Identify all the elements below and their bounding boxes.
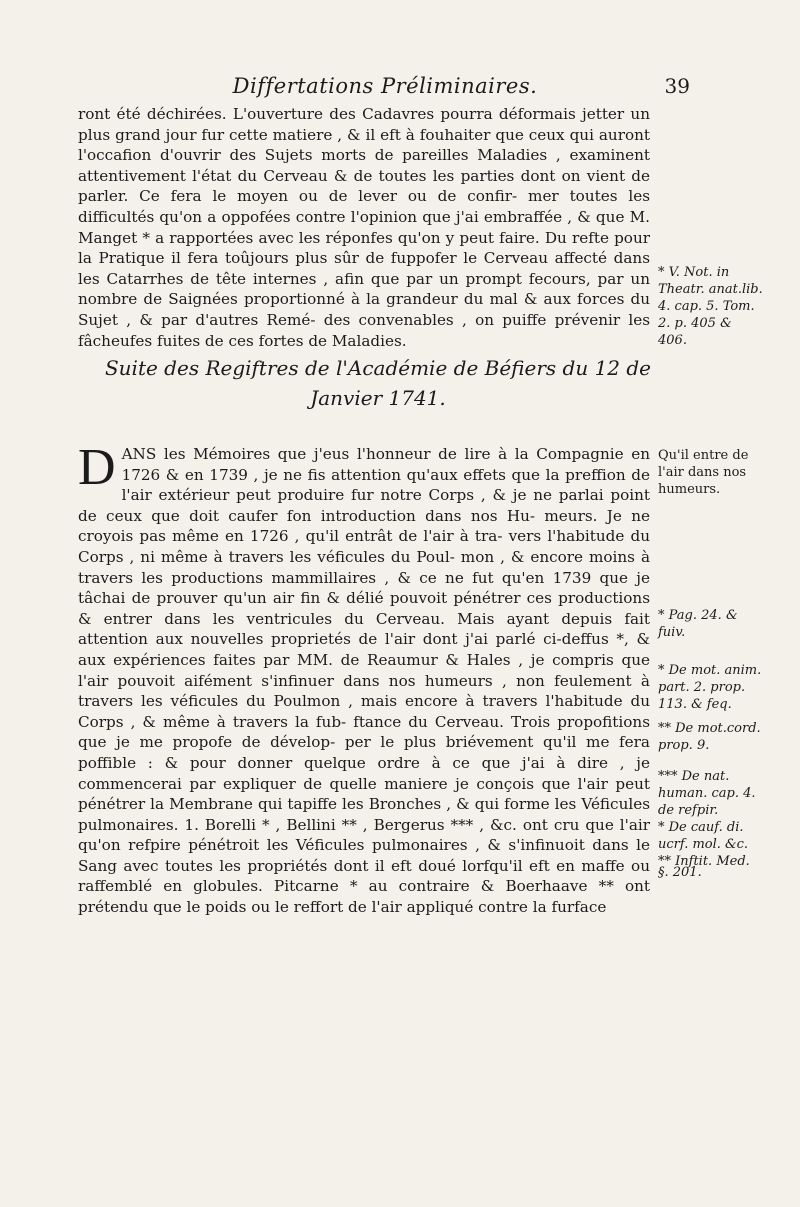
margin-note-line: * V. Not. in xyxy=(658,265,730,280)
margin-note-4 xyxy=(658,662,790,713)
margin-note-5 xyxy=(658,720,790,754)
margin-note-line: 406. xyxy=(658,333,687,348)
margin-note-line: l'air dans nos xyxy=(658,465,747,480)
margin-note-line: 4. cap. 5. Tom. xyxy=(658,299,755,314)
margin-note-line: §. 201. xyxy=(658,865,702,880)
margin-note-line: human. cap. 4. xyxy=(658,786,756,801)
margin-note-line: ** Inftit. Med. xyxy=(658,854,750,869)
page-number: 39 xyxy=(664,74,690,98)
margin-note-line: ** De mot.cord. xyxy=(658,721,761,736)
margin-note-line: Theatr. anat.lib. xyxy=(658,282,763,297)
paragraph-2-text: ANS les Mémoires que j'eus l'honneur de lire à la Compagnie en 1726 & en 1739 , je ne fis attention qu'aux effets que la preffion de l'air extérieur peut produire fur notre Corps , & je ne parlai point de ceux que doit caufer fon introduction dans nos Hu- meurs. Je ne croyois pas même en 1726 , qu'il entrât de l'air à tra- vers l'habitude du Corps , ni même à travers les véficules du Poul- mon , & encore moins à travers les productions mammillaires , & ce ne fut qu'en 1739 que je tâchai de prouver qu'un air fin & délié pouvoit pénétrer ces productions & entrer dans les ventricules du Cerveau. Mais ayant depuis fait attention aux nouvelles proprietés de l'air dont j'ai parlé ci-deffus *, & aux expériences faites par MM. de Reaumur & Hales , je compris que l'air pouvoit aifément s'infinuer dans nos humeurs , non feulement à travers les véficules du Poulmon , mais encore à travers l'habitude du Corps , & même à travers la fub- ftance du Cerveau. Trois propofitions que je me propofe de dévelop- per le plus briévement qu'il me fera poffible : & pour donner quelque ordre à ce que j'ai à dire , je commencerai par expliquer de quelle maniere je conçois que l'air peut pénétrer la Membrane qui tapiffe les Bronches , & qui forme les Véficules pulmonaires. 1. Borelli * , Bellini ** , Bergerus *** , &c. ont cru que l'air qu'on refpire pénétroit les Véficules pulmonaires , & s'infinuoit dans le Sang avec toutes les propriétés dont il eft doué lorfqu'il eft en maffe ou raffemblé en globules. Pitcarne * au contraire & Boerhaave ** ont prétendu que le poids ou le reffort de l'air appliqué contre la furface xyxy=(78,445,650,917)
margin-note-7 xyxy=(658,864,790,881)
margin-note-line: 113. & feq. xyxy=(658,697,732,712)
section-heading-line-1: Suite des Regiftres de l'Académie de Béfiers du 12 de xyxy=(104,356,652,380)
page-header xyxy=(170,74,690,104)
margin-note-line: ucrf. mol. &c. xyxy=(658,837,749,852)
margin-note-1 xyxy=(658,264,790,349)
margin-note-line: de refpir. xyxy=(658,803,719,818)
drop-cap: D xyxy=(78,439,116,496)
section-heading xyxy=(78,353,678,413)
margin-note-line: * De cauf. di. xyxy=(658,820,744,835)
margin-note-line: 2. p. 405 & xyxy=(658,316,732,331)
margin-note-line: *** De nat. xyxy=(658,769,730,784)
margin-note-3 xyxy=(658,607,790,641)
margin-note-line: humeurs. xyxy=(658,482,721,497)
section-heading-line-2: Janvier 1741. xyxy=(310,386,446,410)
paragraph-2 xyxy=(78,439,650,918)
margin-note-line: Qu'il entre de xyxy=(658,448,749,463)
margin-note-line: * De mot. anim. xyxy=(658,663,762,678)
margin-note-line: fuiv. xyxy=(658,625,686,640)
paragraph-1-text: ront été déchirées. L'ouverture des Cadavres pourra déformais jetter un plus grand jour fur cette matiere , & il eft à fouhaiter que ceux qui auront l'occafion d'ouvrir des Sujets morts de pareilles Maladies , examinent attentivement l'état du Cerveau & de toutes les parties dont on vient de parler. Ce fera le moyen ou de lever ou de confir- mer toutes les difficultés qu'on a oppofées contre l'opinion que j'ai embraffée , & que M. Manget * a rapportées avec les réponfes qu'on y peut faire. Du refte pour la Pratique il fera toûjours plus sûr de fuppofer le Cerveau affecté dans les Catarrhes de tête internes , afin que par un prompt fecours, par un nombre de Saignées proportionné à la grandeur du mal & aux forces du Sujet , & par d'autres Remé- des convenables , on puiffe prévenir les fâcheufes fuites de ces fortes de Maladies. xyxy=(78,105,650,350)
margin-note-line: part. 2. prop. xyxy=(658,680,746,695)
paragraph-1 xyxy=(78,104,650,351)
margin-note-2 xyxy=(658,447,790,498)
margin-note-line: prop. 9. xyxy=(658,738,710,753)
margin-note-6 xyxy=(658,768,790,870)
margin-note-line: * Pag. 24. & xyxy=(658,608,738,623)
running-title: Differtations Préliminaires. xyxy=(232,74,538,98)
